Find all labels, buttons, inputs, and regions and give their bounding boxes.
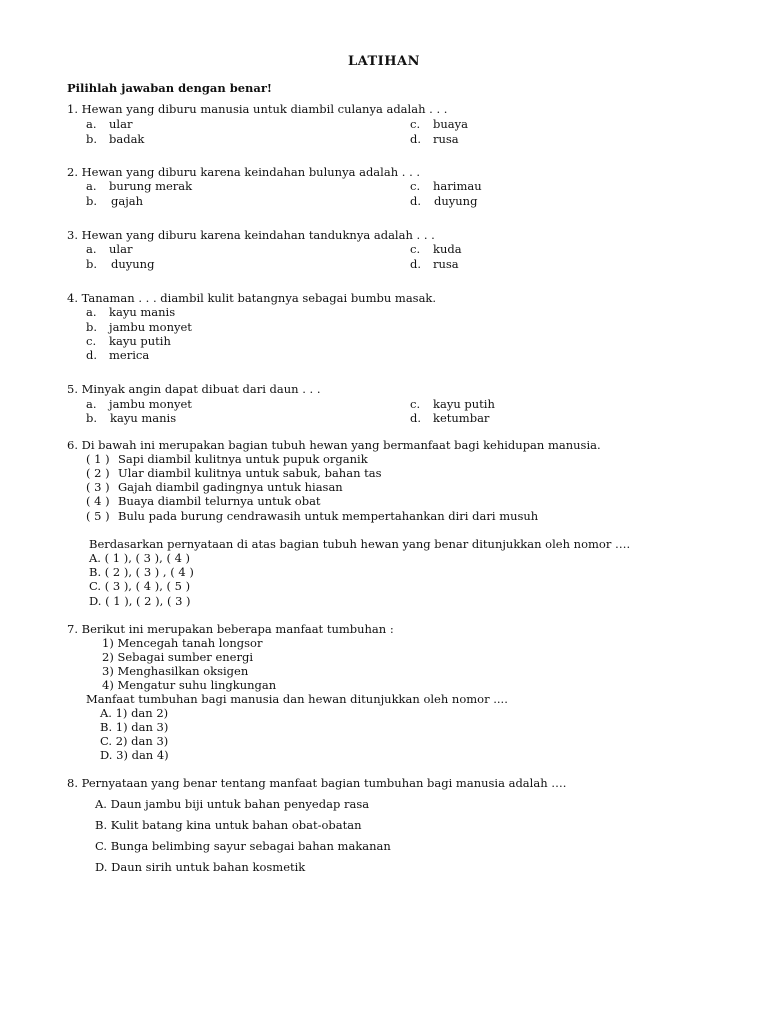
option-letter: d. (410, 257, 422, 271)
option-text: rusa (433, 257, 459, 271)
option-letter: b. (86, 411, 98, 425)
question-2-stem: 2. Hewan yang diburu karena keindahan bulunya adalah . . . (67, 165, 421, 179)
option-text: badak (109, 132, 145, 146)
option-text: harimau (433, 179, 482, 193)
option-b: B. 1) dan 3) (100, 720, 169, 734)
option-text: duyung (434, 194, 478, 208)
option-text: kayu putih (109, 334, 171, 348)
option-letter: d. (410, 411, 422, 425)
option-letter: a. (86, 397, 97, 411)
option-letter: c. (410, 397, 421, 411)
option-letter: a. (86, 242, 97, 256)
option-c: C. Bunga belimbing sayur sebagai bahan makanan (95, 839, 391, 853)
question-1-stem: 1. Hewan yang diburu manusia untuk diambil culanya adalah . . . (67, 102, 448, 116)
option-text: merica (109, 348, 150, 362)
statement: 4) Mengatur suhu lingkungan (102, 678, 277, 692)
option-d: D. ( 1 ), ( 2 ), ( 3 ) (89, 594, 191, 608)
statement: 1) Mencegah tanah longsor (102, 636, 263, 650)
option-letter: c. (410, 179, 421, 193)
option-letter: c. (86, 334, 97, 348)
option-text: duyung (111, 257, 155, 271)
statement-text: Sapi diambil kulitnya untuk pupuk organik (118, 452, 368, 466)
option-text: kayu manis (110, 411, 177, 425)
option-b: B. Kulit batang kina untuk bahan obat-obatan (95, 818, 362, 832)
statement-text: Gajah diambil gadingnya untuk hiasan (118, 480, 343, 494)
page-title: LATIHAN (347, 54, 421, 69)
option-letter: a. (86, 179, 97, 193)
instruction: Pilihlah jawaban dengan benar! (67, 81, 272, 95)
option-text: ular (109, 117, 133, 131)
question-4-stem: 4. Tanaman . . . diambil kulit batangnya sebagai bumbu masak. (67, 291, 437, 305)
option-c: C. ( 3 ), ( 4 ), ( 5 ) (89, 579, 191, 593)
option-text: kayu manis (109, 305, 176, 319)
statement: 3) Menghasilkan oksigen (102, 664, 249, 678)
option-letter: d. (410, 132, 422, 146)
question-7-stem: 7. Berikut ini merupakan beberapa manfaat tumbuhan : (67, 622, 394, 636)
option-a: A. 1) dan 2) (100, 706, 169, 720)
question-6-stem: 6. Di bawah ini merupakan bagian tubuh hewan yang bermanfaat bagi kehidupan manusia. (67, 438, 601, 452)
statement: 2) Sebagai sumber energi (102, 650, 253, 664)
option-d: D. 3) dan 4) (100, 748, 169, 762)
option-letter: a. (86, 117, 97, 131)
option-text: jambu monyet (109, 320, 192, 334)
option-letter: b. (86, 257, 98, 271)
option-text: kuda (433, 242, 462, 256)
option-c: C. 2) dan 3) (100, 734, 169, 748)
question-7-prompt: Manfaat tumbuhan bagi manusia dan hewan ditunjukkan oleh nomor .... (86, 692, 508, 706)
question-3-stem: 3. Hewan yang diburu karena keindahan tanduknya adalah . . . (67, 228, 435, 242)
statement-number: ( 4 ) (86, 494, 110, 508)
option-letter: a. (86, 305, 97, 319)
statement-number: ( 5 ) (86, 509, 110, 523)
statement-text: Buaya diambil telurnya untuk obat (118, 494, 321, 508)
option-text: kayu putih (433, 397, 495, 411)
option-text: ketumbar (433, 411, 490, 425)
option-text: buaya (433, 117, 468, 131)
option-a: A. ( 1 ), ( 3 ), ( 4 ) (89, 551, 191, 565)
option-letter: c. (410, 242, 421, 256)
option-letter: d. (86, 348, 98, 362)
option-text: ular (109, 242, 133, 256)
option-letter: b. (86, 320, 98, 334)
statement-text: Bulu pada burung cendrawasih untuk mempertahankan diri dari musuh (118, 509, 539, 523)
statement-number: ( 3 ) (86, 480, 110, 494)
option-text: gajah (111, 194, 144, 208)
option-text: rusa (433, 132, 459, 146)
option-letter: d. (410, 194, 422, 208)
statement-number: ( 2 ) (86, 466, 110, 480)
option-letter: b. (86, 132, 98, 146)
option-text: burung merak (109, 179, 193, 193)
statement-number: ( 1 ) (86, 452, 110, 466)
option-a: A. Daun jambu biji untuk bahan penyedap rasa (95, 797, 370, 811)
option-letter: b. (86, 194, 98, 208)
statement-text: Ular diambil kulitnya untuk sabuk, bahan tas (118, 466, 382, 480)
question-6-prompt: Berdasarkan pernyataan di atas bagian tubuh hewan yang benar ditunjukkan oleh nomor …. (89, 537, 631, 551)
option-b: B. ( 2 ), ( 3 ) , ( 4 ) (89, 565, 194, 579)
option-d: D. Daun sirih untuk bahan kosmetik (95, 860, 306, 874)
option-text: jambu monyet (109, 397, 192, 411)
question-8-stem: 8. Pernyataan yang benar tentang manfaat bagian tumbuhan bagi manusia adalah …. (67, 776, 567, 790)
option-letter: c. (410, 117, 421, 131)
question-5-stem: 5. Minyak angin dapat dibuat dari daun . . . (67, 382, 321, 396)
